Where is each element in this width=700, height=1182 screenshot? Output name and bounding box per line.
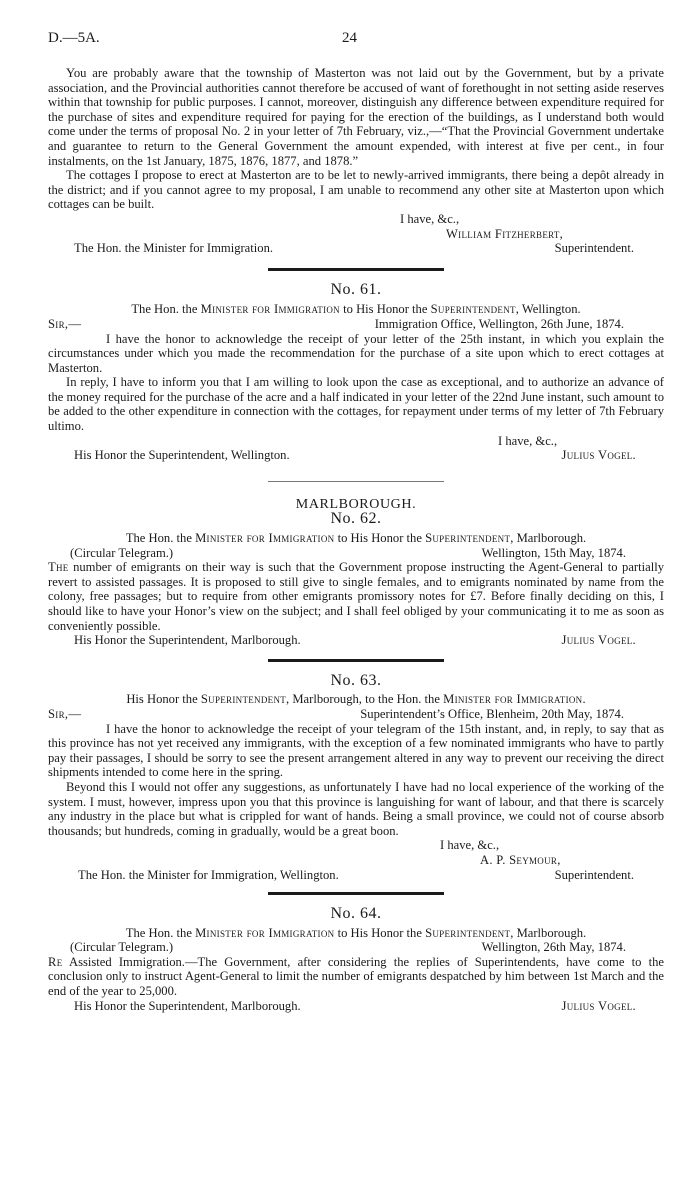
letter-63-signature: A. P. Seymour, <box>480 852 561 867</box>
letter-63-footer-row <box>48 868 664 883</box>
letter-64-kind: (Circular Telegram.) <box>70 940 174 955</box>
letter-62-place-date: Wellington, 15th May, 1874. <box>481 545 626 560</box>
letter-63-paragraph-1: I have the honor to acknowledge the receipt of your telegram of the 15th instant, and, in reply, to say that as this province has not yet received any immigrants, with the exception of a few nominated immigrants who have to partly pay their passages, I should be sorry to see the present arrangement altered in any way to prevent our receiving the direct shipments intended to come here in the spring. <box>48 721 664 780</box>
intro-closing: I have, &c., <box>400 211 460 226</box>
intro-addressee: The Hon. the Minister for Immigration. <box>74 241 274 256</box>
letter-61-addressee: His Honor the Superintendent, Wellington. <box>74 448 290 463</box>
letter-62-meta-row <box>48 546 664 561</box>
letter-64-addressee: His Honor the Superintendent, Marlborough. <box>74 998 301 1013</box>
intro-paragraph-1: You are probably aware that the township of Masterton was not laid out by the Government, but by a private association, and the Provincial authorities cannot therefore be accused of want of forethought in not setting aside reserves within that township for public purposes. I cannot, moreover, distinguish any difference between expenditure required for the purchase of sites and expenditure required for paying for the erection of the buildings, as I understand both would come under the terms of proposal No. 2 in your letter of 7th February, viz.,—“That the Provincial Government undertake and guarantee to return to the General Government the amount expended, with interest at five per cent., in four instalments, on the 1st January, 1875, 1876, 1877, and 1878.” <box>48 66 664 168</box>
intro-signature-title: Superintendent. <box>554 241 634 256</box>
letter-64-footer-row <box>48 999 664 1014</box>
letter-63-paragraph-2: Beyond this I would not offer any suggestions, as unfortunately I have had no local experience of the working of the system. I must, however, impress upon you that this province is languishing for want of labour, and that there is scarcely any industry in the place but what is crippled for want of hands. Being a small province, we could not of course absorb thousands; but hundreds, coming in gradually, would be a great boon. <box>48 779 664 838</box>
intro-footer-row <box>48 241 664 256</box>
page-body <box>48 66 664 1013</box>
letter-63-route: His Honor the Superintendent, Marlborough, to the Hon. the Minister for Immigration. <box>126 692 586 707</box>
letter-62-route: The Hon. the Minister for Immigration to His Honor the Superintendent, Marlborough. <box>125 531 587 546</box>
letter-64-route: The Hon. the Minister for Immigration to His Honor the Superintendent, Marlborough. <box>125 925 587 940</box>
intro-signature: William Fitzherbert, <box>446 226 564 241</box>
letter-61-route: The Hon. the Minister for Immigration to His Honor the Superintendent, Wellington. <box>131 302 581 317</box>
letter-63-closing: I have, &c., <box>440 838 500 853</box>
letter-64-meta-row <box>48 940 664 955</box>
section-heading: MARLBOROUGH. <box>295 496 417 512</box>
letter-61-paragraph-2: In reply, I have to inform you that I am willing to look upon the case as exceptional, and to authorize an advance of the money required for the purchase of the acre and a half indicated in your letter of the 22nd June instant, such amount to be added to the other expenditure in connection with the cottages, for repayment under terms of my letter of 7th February ultimo. <box>48 375 664 434</box>
letter-61-signature: Julius Vogel. <box>561 448 636 463</box>
letter-64-signature: Julius Vogel. <box>561 998 636 1013</box>
letter-63-place-date: Superintendent’s Office, Blenheim, 20th May, 1874. <box>360 706 624 721</box>
letter-64-title: No. 64. <box>330 905 382 923</box>
letter-63-signature-title: Superintendent. <box>554 867 634 882</box>
letter-61-closing: I have, &c., <box>498 433 558 448</box>
letter-62-kind: (Circular Telegram.) <box>70 545 174 560</box>
document-reference: D.—5A. <box>48 30 100 46</box>
intro-paragraph-2: The cottages I propose to erect at Masterton are to be let to newly-arrived immigrants, there being a depôt already in the district; and if you cannot agree to my proposal, I am unable to recommend any other site at Masterton upon which cottages can be built. <box>48 168 664 212</box>
letter-61-place-date: Immigration Office, Wellington, 26th June, 1874. <box>374 316 624 331</box>
letter-63-salutation: Sir,— <box>48 706 82 721</box>
letter-64-body: Re Assisted Immigration.—The Government, after considering the replies of Superintendents, have come to the conclusion only to instruct Agent-General to limit the number of emigrants despatched by him between 1st March and the end of the year to 25,000. <box>48 954 664 999</box>
letter-62-footer-row <box>48 633 664 648</box>
letter-62-addressee: His Honor the Superintendent, Marlborough. <box>74 633 301 648</box>
letter-61-footer-row <box>48 448 664 463</box>
letter-62-title: No. 62. <box>330 510 382 528</box>
letter-61-salutation-row <box>48 317 664 332</box>
letter-61-salutation: Sir,— <box>48 316 82 331</box>
letter-63-title: No. 63. <box>330 671 382 689</box>
letter-63-salutation-row <box>48 707 664 722</box>
letter-62-signature: Julius Vogel. <box>561 633 636 648</box>
letter-61-paragraph-1: I have the honor to acknowledge the receipt of your letter of the 25th instant, in which you explain the circumstances under which you made the recommendation for the purchase of a site upon which to erect cottages at Masterton. <box>48 331 664 375</box>
page-number: 24 <box>342 30 357 46</box>
letter-64-place-date: Wellington, 26th May, 1874. <box>481 940 626 955</box>
letter-63-addressee: The Hon. the Minister for Immigration, Wellington. <box>78 867 339 882</box>
letter-61-title: No. 61. <box>330 280 382 298</box>
letter-62-body: The number of emigrants on their way is such that the Government propose instructing the Agent-General to partially revert to assisted passages. It is proposed to still give to single females, and to emigrants nominated by name from the colony, free passages; but to require from other emigrants promissory notes for £7. Before finally deciding on this, I should like to have your Honor’s view on the subject; and I shall feel obliged by your communicating it to me as soon as conveniently possible. <box>48 560 664 633</box>
